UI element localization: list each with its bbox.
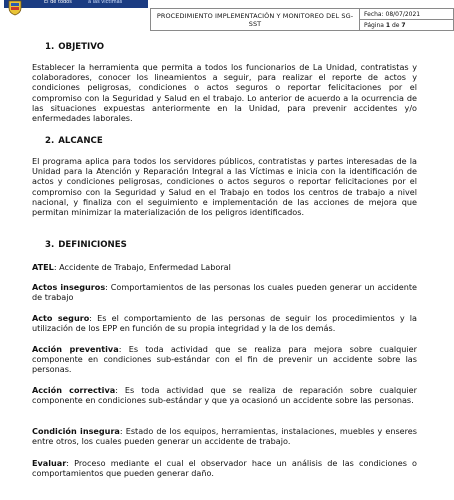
definition-term: ATEL [32,262,54,272]
section-heading-definiciones [45,240,127,250]
definition-separator: : [53,262,60,272]
page-number [360,20,454,31]
definition-term: Evaluar [32,458,67,468]
definition-text: Proceso mediante el cual el observador hace un análisis de las condiciones o comportamientos que pueden generar daño. [32,458,417,479]
definition-actos-inseguros [32,282,417,302]
section-heading-objetivo [45,42,104,52]
section-heading-alcance [45,136,103,146]
definition-text: Estado de los equipos, herramientas, instalaciones, muebles y enseres entre otros, los cuales pueden generar un accidente de trabajo. [32,426,418,447]
section-title: OBJETIVO [58,42,105,52]
definition-separator: : [89,313,98,323]
section-title: DEFINICIONES [58,240,127,250]
document-header [0,0,454,30]
objetivo-paragraph: Establecer la herramienta que permita a todos los funcionarios de La Unidad, contratistas y colaboradores, conocer los lineamientos a seguir, para realizar el reporte de actos y condiciones peligrosas, condiciones o actos seguros o reportar felicitaciones por el compromiso con la Seguridad y Salud en el trabajo. Lo anterior de acuerdo a la ocurrencia de las situaciones expuestas anteriormente en la Unidad, para prevenir accidentes y/o enfermedades laborales. [32,62,417,124]
definition-term: Actos inseguros [32,282,106,292]
date-field: Fecha: 08/07/2021 [360,9,454,20]
alcance-paragraph: El programa aplica para todos los servidores públicos, contratistas y partes interesadas de la Unidad para la Atención y Reparación Integral a las Víctimas e inicia con la identificación de actos y condiciones peligrosas, condiciones o actos seguros o reportar felicitaciones por el compromiso con la Seguridad y Salud en el Trabajo en todos los centros de trabajo a nivel nacional, y finaliza con el seguimiento e implementación de las acciones de mejora que permitan minimizar la materialización de los peligros identificados. [32,156,417,218]
definition-text: Es el comportamiento de las personas de seguir los procedimientos y la utilización de los EPP en función de su propia integridad y la de los demás. [32,313,417,334]
definition-accion-preventiva [32,344,417,375]
logo-text-right: a las víctimas [88,0,123,5]
page-total: 7 [401,21,406,29]
definition-term: Condición insegura [32,426,120,436]
definition-separator: : [105,282,111,292]
page-current: 1 [385,21,391,29]
section-number: 1. [45,42,55,52]
logo-text-left: El de todos [44,0,72,5]
definition-acto-seguro [32,313,417,333]
logo [4,0,148,30]
definition-atel [32,262,417,272]
definition-text: Comportamientos de las personas los cuales pueden generar un accidente de trabajo [32,282,417,303]
definition-separator: : [115,385,125,395]
logo-band [4,0,148,8]
section-number: 2. [45,136,55,146]
page-mid: de [390,21,402,29]
definition-separator: : [119,426,126,436]
definition-separator: : [66,458,75,468]
definition-text: Accidente de Trabajo, Enfermedad Laboral [59,262,231,272]
definition-text: Es toda actividad que se realiza para mejora sobre cualquier componente en condiciones sub-estándar con el fin de prevenir un accidente sobre las personas. [32,344,417,375]
definition-text: Es toda actividad que se realiza de reparación sobre cualquier componente en condiciones sub-estándar y que ya ocasionó un accidente sobre las personas. [32,385,417,406]
header-table [150,8,454,31]
coat-of-arms-icon [8,0,22,16]
definition-term: Acto seguro [32,313,90,323]
section-number: 3. [45,240,55,250]
definition-condicion-insegura [32,426,417,446]
section-title: ALCANCE [58,136,103,146]
definition-evaluar [32,458,417,478]
definition-separator: : [118,344,129,354]
procedure-title: PROCEDIMIENTO IMPLEMENTACIÓN Y MONITOREO DEL SG-SST [151,9,360,31]
page-prefix: Página [364,21,386,29]
definition-term: Acción preventiva [32,344,119,354]
definition-accion-correctiva [32,385,417,405]
definition-term: Acción correctiva [32,385,116,395]
